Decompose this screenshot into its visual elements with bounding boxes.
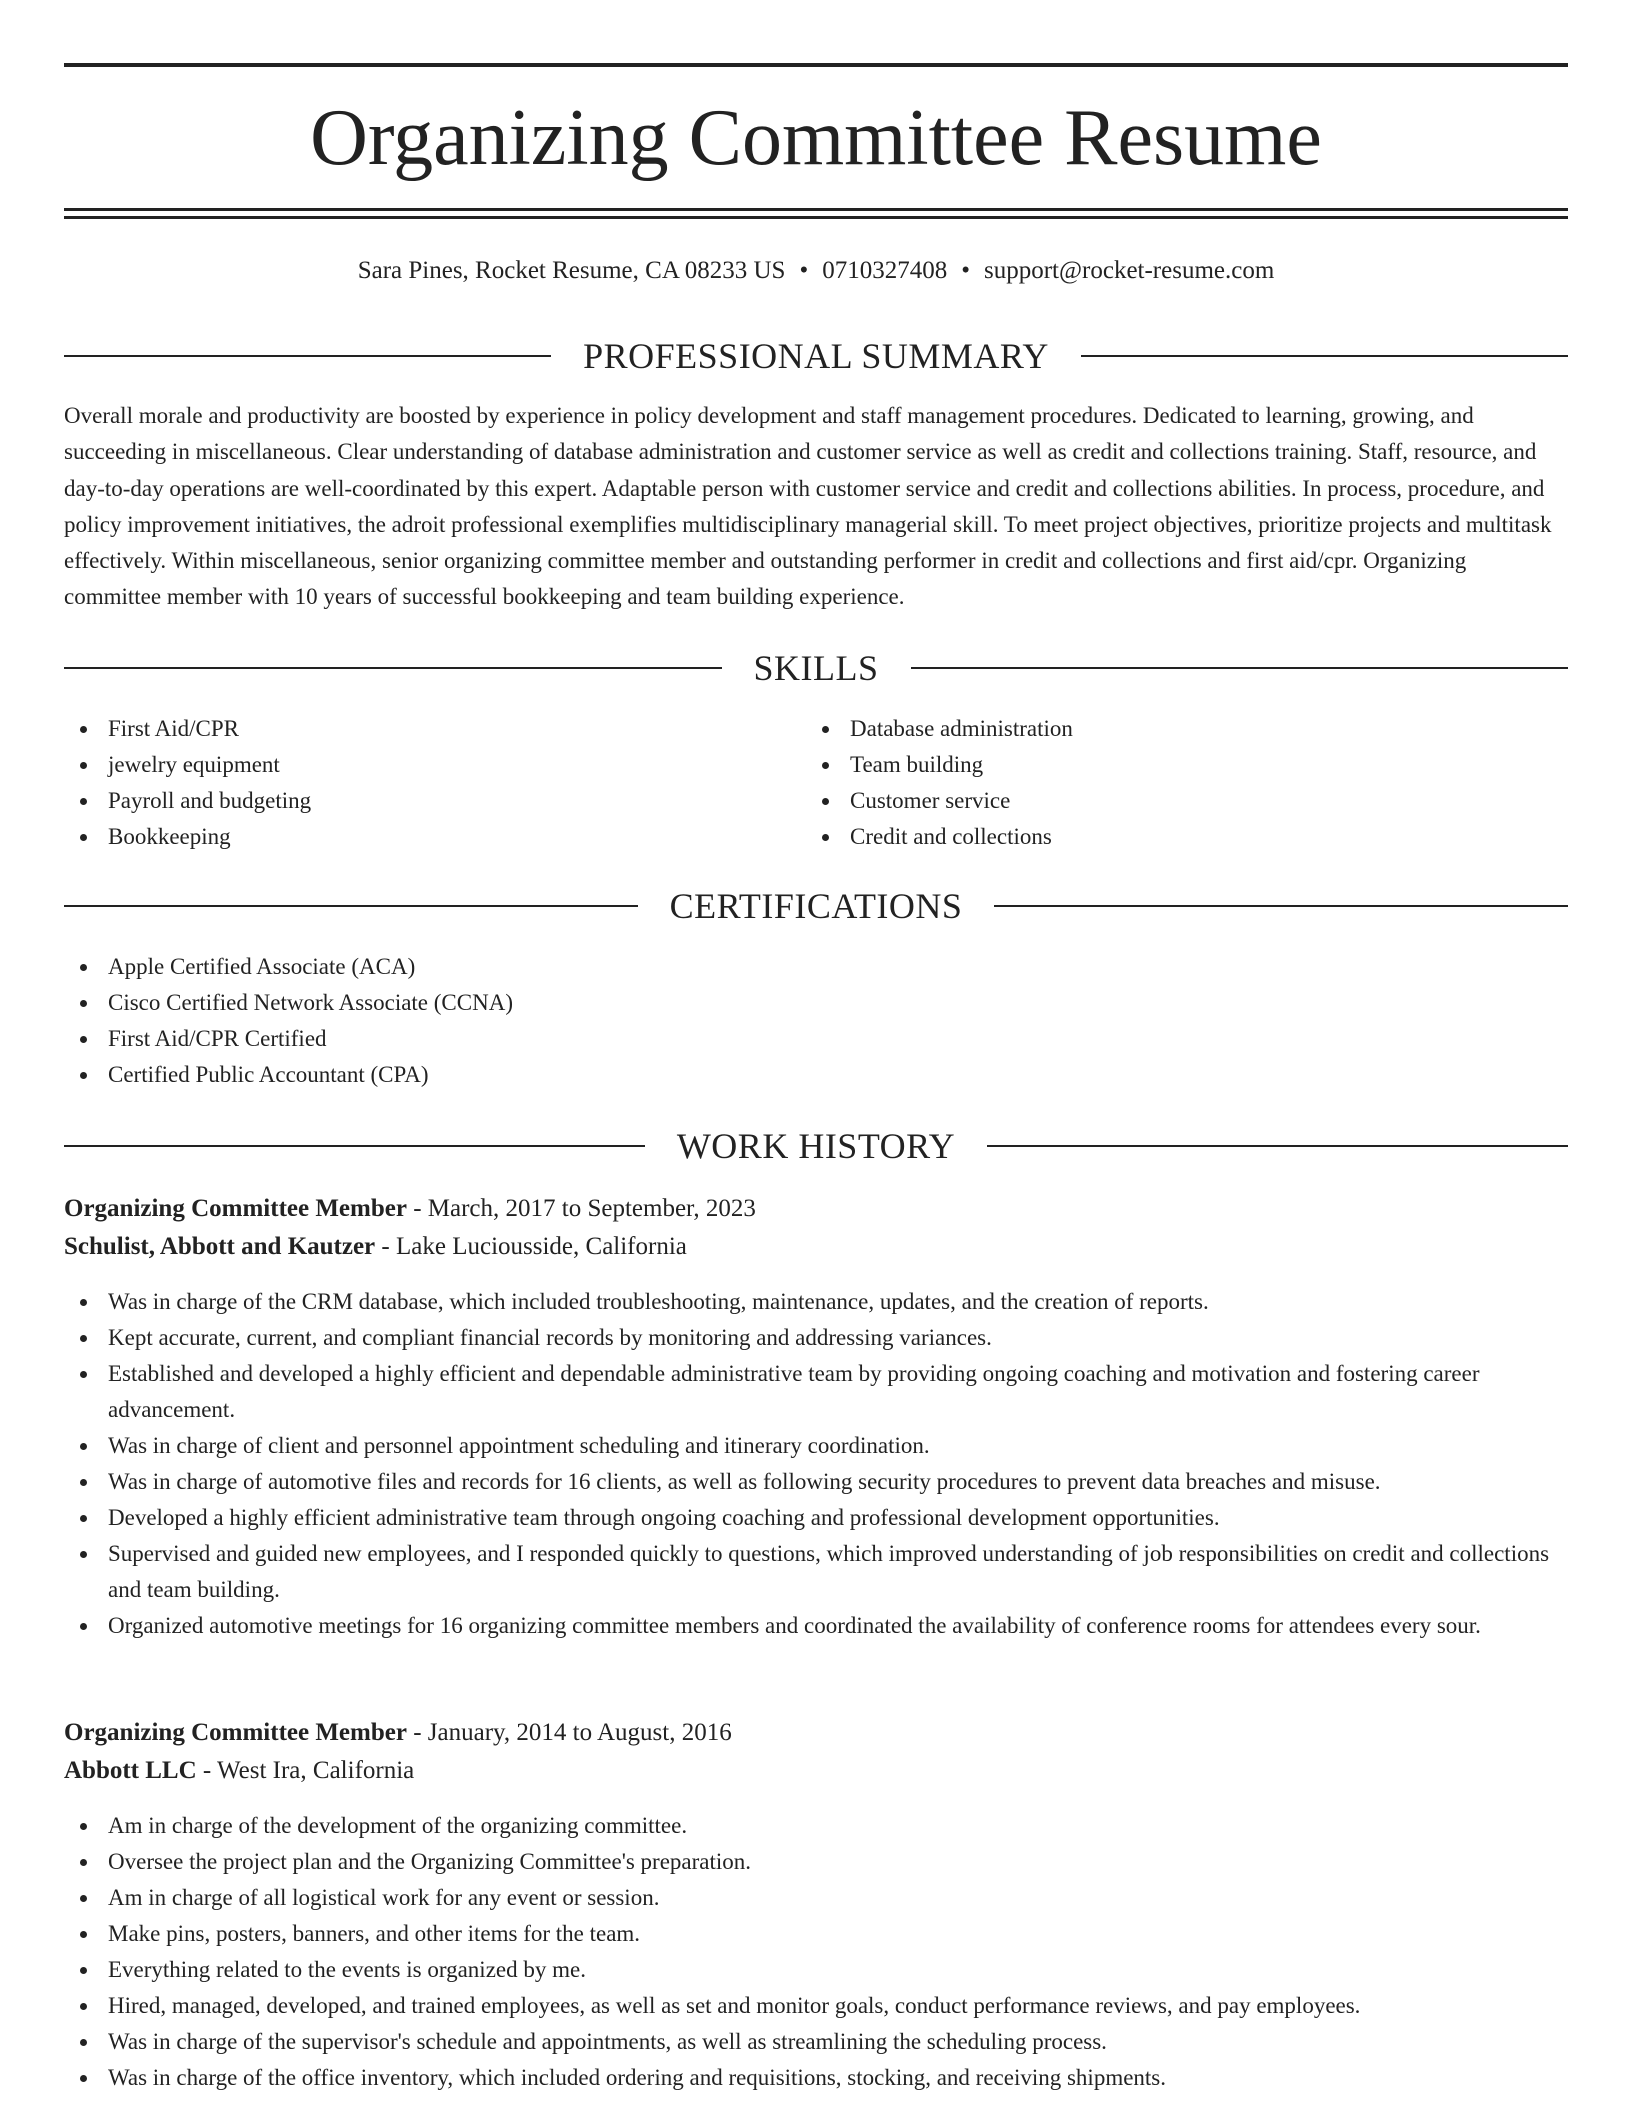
job-bullet: Hired, managed, developed, and trained employees, as well as set and monitor goals, conduct performance reviews, and pay employees. — [64, 1988, 1568, 2024]
job-bullets — [64, 1284, 1568, 1644]
job-bullet: Everything related to the events is organized by me. — [64, 1952, 1568, 1988]
heading-rule — [64, 1145, 645, 1147]
job-company-line — [64, 1228, 1568, 1266]
skills-list-left — [64, 711, 804, 855]
heading-rule — [987, 1145, 1568, 1147]
heading-rule — [64, 355, 551, 357]
job-bullet: Was in charge of client and personnel appointment scheduling and itinerary coordination. — [64, 1428, 1568, 1464]
job-company: Schulist, Abbott and Kautzer — [64, 1233, 376, 1260]
job-bullet: Am in charge of the development of the organizing committee. — [64, 1808, 1568, 1844]
section-title: SKILLS — [753, 648, 879, 688]
section-title: PROFESSIONAL SUMMARY — [583, 336, 1049, 376]
resume-title: Organizing Committee Resume — [310, 94, 1322, 182]
job-dates: - January, 2014 to August, 2016 — [413, 1719, 732, 1746]
job-bullet: Make pins, posters, banners, and other items for the team. — [64, 1916, 1568, 1952]
job-bullet: Am in charge of all logistical work for any event or session. — [64, 1880, 1568, 1916]
section-heading-summary — [64, 334, 1568, 378]
job-bullet: Was in charge of the office inventory, which included ordering and requisitions, stocking, and receiving shipments. — [64, 2060, 1568, 2096]
heading-rule — [994, 905, 1568, 907]
heading-rule — [911, 667, 1569, 669]
heading-rule — [1081, 355, 1568, 357]
skill-item: Customer service — [806, 783, 1546, 819]
certification-item: Certified Public Accountant (CPA) — [64, 1057, 1568, 1093]
job-bullet: Established and developed a highly efficient and dependable administrative team by providing ongoing coaching and motivation and fostering career advancement. — [64, 1356, 1568, 1428]
job-dates: - March, 2017 to September, 2023 — [413, 1195, 756, 1222]
job-title-line — [64, 1714, 1568, 1752]
contact-separator: • — [961, 257, 970, 284]
contact-line — [64, 254, 1568, 288]
title-double-rule-lower — [64, 216, 1568, 219]
job-bullet: Was in charge of automotive files and records for 16 clients, as well as following security procedures to prevent data breaches and misuse. — [64, 1464, 1568, 1500]
heading-rule — [64, 667, 722, 669]
certification-item: Apple Certified Associate (ACA) — [64, 949, 1568, 985]
certification-item: Cisco Certified Network Associate (CCNA) — [64, 985, 1568, 1021]
job-bullets — [64, 1808, 1568, 2096]
summary-paragraph: Overall morale and productivity are boosted by experience in policy development and staff management procedures. Dedicated to learning, growing, and succeeding in miscellaneous. Clear understanding of database administration and customer service as well as credit and collections training. Staff, resource, and day-to-day operations are well-coordinated by this expert. Adaptable person with customer service and credit and collections abilities. In process, procedure, and policy improvement initiatives, the adroit professional exemplifies multidisciplinary managerial skill. To meet project objectives, prioritize projects and multitask effectively. Within miscellaneous, senior organizing committee member and outstanding performer in credit and collections and first aid/cpr. Organizing committee member with 10 years of successful bookkeeping and team building experience. — [64, 403, 1552, 610]
skill-item: Team building — [806, 747, 1546, 783]
section-heading-skills — [64, 646, 1568, 690]
job-location: - West Ira, California — [202, 1757, 415, 1784]
skills-list-right — [806, 711, 1546, 855]
skill-item: Credit and collections — [806, 819, 1546, 855]
contact-address: Sara Pines, Rocket Resume, CA 08233 US — [357, 257, 786, 284]
job-title: Organizing Committee Member — [64, 1719, 407, 1746]
job-bullet: Oversee the project plan and the Organizing Committee's preparation. — [64, 1844, 1568, 1880]
job-bullet: Was in charge of the CRM database, which included troubleshooting, maintenance, updates, and the creation of reports. — [64, 1284, 1568, 1320]
skill-item: Bookkeeping — [64, 819, 804, 855]
section-title: WORK HISTORY — [676, 1126, 956, 1166]
job-bullet: Kept accurate, current, and compliant financial records by monitoring and addressing variances. — [64, 1320, 1568, 1356]
certification-item: First Aid/CPR Certified — [64, 1021, 1568, 1057]
job-bullet: Developed a highly efficient administrative team through ongoing coaching and professional development opportunities. — [64, 1500, 1568, 1536]
certifications-list — [64, 949, 1568, 1093]
job-company: Abbott LLC — [64, 1757, 197, 1784]
top-rule — [64, 63, 1568, 67]
skill-item: jewelry equipment — [64, 747, 804, 783]
job-bullet: Organized automotive meetings for 16 organizing committee members and coordinated the availability of conference rooms for attendees every sour. — [64, 1608, 1568, 1644]
section-heading-certifications — [64, 884, 1568, 928]
job-location: - Lake Luciousside, California — [381, 1233, 687, 1260]
job-bullet: Supervised and guided new employees, and I responded quickly to questions, which improved understanding of job responsibilities on credit and collections and team building. — [64, 1536, 1568, 1608]
title-double-rule-upper — [64, 208, 1568, 211]
skill-item: Payroll and budgeting — [64, 783, 804, 819]
contact-phone: 0710327408 — [822, 257, 948, 284]
skill-item: First Aid/CPR — [64, 711, 804, 747]
job-title: Organizing Committee Member — [64, 1195, 407, 1222]
contact-email: support@rocket-resume.com — [984, 257, 1275, 284]
section-title: CERTIFICATIONS — [669, 886, 963, 926]
job-company-line — [64, 1752, 1568, 1790]
section-heading-work-history — [64, 1124, 1568, 1168]
skill-item: Database administration — [806, 711, 1546, 747]
contact-separator: • — [799, 257, 809, 284]
heading-rule — [64, 905, 638, 907]
job-bullet: Was in charge of the supervisor's schedule and appointments, as well as streamlining the scheduling process. — [64, 2024, 1568, 2060]
job-title-line — [64, 1190, 1568, 1228]
